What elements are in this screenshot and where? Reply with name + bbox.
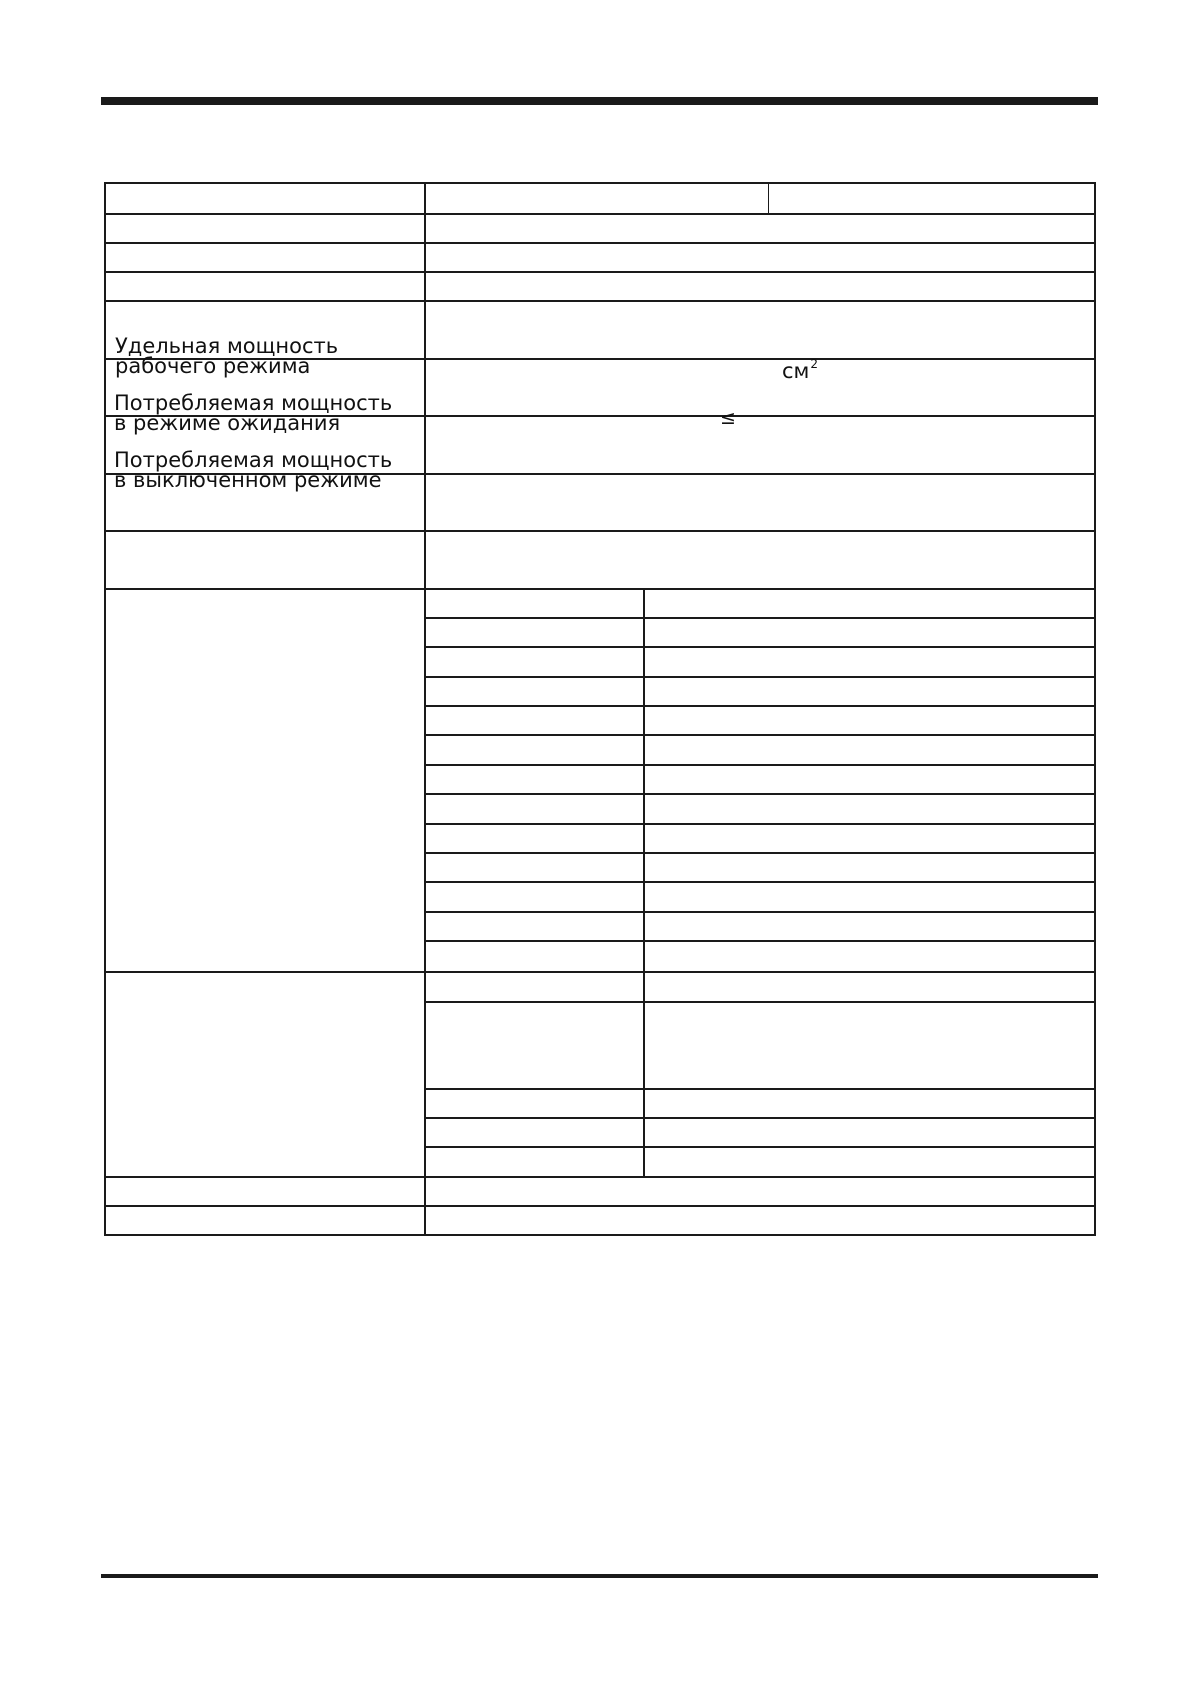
- row-divider: [106, 530, 1094, 532]
- specific-power-unit: [782, 354, 818, 381]
- column-divider: [424, 184, 426, 1234]
- off-power-label: Потребляемая мощность в выключенном режиме: [114, 448, 393, 492]
- row-divider: [106, 300, 1094, 302]
- subrow-divider: [424, 940, 1094, 942]
- specific-power-label: Удельная мощность рабочего режима: [115, 334, 339, 378]
- subrow-divider: [424, 705, 1094, 707]
- less-or-equal-symbol: ≤: [720, 407, 736, 429]
- row-divider: [106, 588, 1094, 590]
- subrow-divider: [424, 617, 1094, 619]
- column-divider: [643, 588, 645, 1176]
- subrow-divider: [424, 1146, 1094, 1148]
- footer-rule: [101, 1574, 1098, 1578]
- subrow-divider: [424, 1117, 1094, 1119]
- standby-power-label: Потребляемая мощность в режиме ожидания: [114, 391, 393, 435]
- spec-table: [104, 182, 1096, 1236]
- unit-text: см: [782, 359, 810, 383]
- subrow-divider: [424, 1088, 1094, 1090]
- subrow-divider: [424, 881, 1094, 883]
- row-divider: [106, 242, 1094, 244]
- subrow-divider: [424, 676, 1094, 678]
- subrow-divider: [424, 793, 1094, 795]
- subrow-divider: [424, 823, 1094, 825]
- header-rule: [101, 97, 1098, 105]
- subrow-divider: [424, 852, 1094, 854]
- subrow-divider: [424, 1001, 1094, 1003]
- unit-superscript: 2: [810, 357, 819, 371]
- row-divider: [106, 271, 1094, 273]
- row-divider: [106, 213, 1094, 215]
- column-divider: [768, 184, 769, 213]
- subrow-divider: [424, 764, 1094, 766]
- row-divider: [106, 1205, 1094, 1207]
- row-divider: [106, 971, 1094, 973]
- subrow-divider: [424, 911, 1094, 913]
- row-divider: [106, 1176, 1094, 1178]
- subrow-divider: [424, 646, 1094, 648]
- subrow-divider: [424, 734, 1094, 736]
